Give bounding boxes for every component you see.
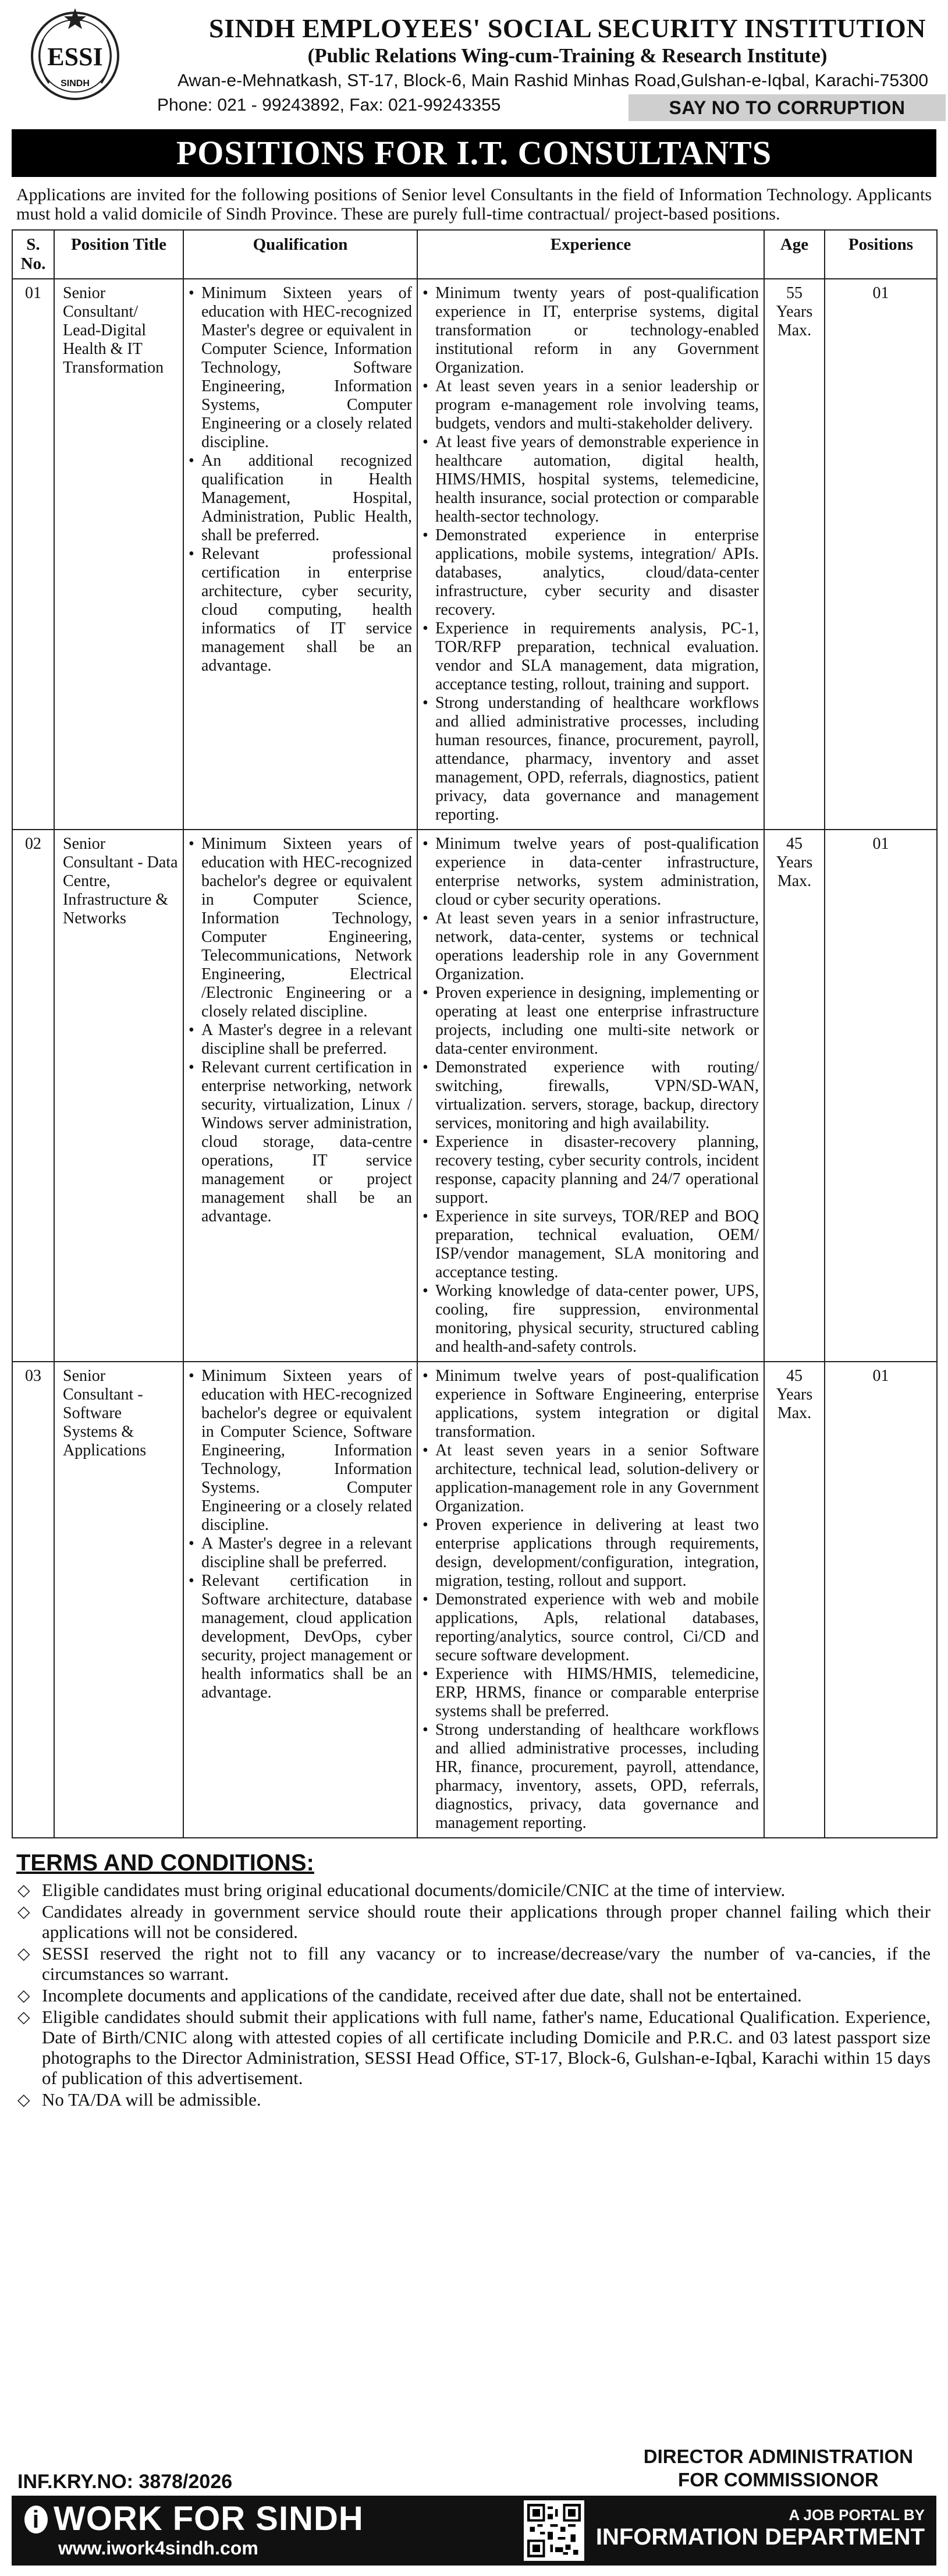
- footer-brand: [24, 2499, 364, 2538]
- row-experience: [417, 279, 764, 830]
- intro-paragraph: Applications are invited for the following positions of Senior level Consultants in the field of Information Technology. Applicants must hold a valid domicile of Sindh Province. These are purely full-time contractual/ project-based positions.: [16, 185, 932, 224]
- list-item: ◇ No TA/DA will be admissible.: [16, 2089, 931, 2110]
- logo-text: ESSI: [47, 42, 103, 71]
- organization-address: Awan-e-Mehnatkash, ST-17, Block-6, Main Rashid Minhas Road,Gulshan-e-Iqbal, Karachi-75300: [177, 71, 929, 90]
- footer-portal: [596, 2506, 925, 2550]
- list-item: • Strong understanding of healthcare workflows and allied administrative processes, including HR, finance, procurement, payroll, attendance, pharmacy, inventory, assets, OPD, referrals, diagnostics, privacy, data governance and management reporting.: [422, 1721, 759, 1833]
- list-item: • Demonstrated experience in enterprise applications, mobile systems, integration/ APIs. databases, analytics, cloud/data-center infrastructure, cyber security and disaster recovery.: [422, 526, 759, 619]
- list-item: • Proven experience in delivering at least two enterprise applications through requirements, design, development/configuration, integration, migration, testing, rollout and support.: [422, 1516, 759, 1590]
- brand-i-icon: i: [24, 2506, 48, 2534]
- organization-subtitle: (Public Relations Wing-cum-Training & Research Institute): [307, 44, 828, 67]
- list-item: • Minimum twenty years of post-qualification experience in IT, enterprise systems, digital transformation or technology-enabled institutional reform in any Government Organization.: [422, 284, 759, 377]
- list-item: • At least seven years in a senior leadership or program e-management role involving teams, budgets, vendors and multi-stakeholder delivery.: [422, 377, 759, 433]
- list-item: • Minimum twelve years of post-qualification experience in Software Engineering, enterprise applications, system integration or digital transformation.: [422, 1367, 759, 1441]
- header-qualification: Qualification: [183, 230, 417, 279]
- list-item: ◇ SESSI reserved the right not to fill any vacancy or to increase/decrease/vary the number of va-cancies, if the circumstances so warrant.: [16, 1943, 931, 1984]
- list-item: ◇ Candidates already in government service should route their applications through proper channel failing which their applications will not be considered.: [16, 1901, 931, 1942]
- row-qualification: [183, 830, 417, 1362]
- list-item: • Experience in disaster-recovery planning, recovery testing, cyber security controls, incident response, capacity planning and 24/7 operational support.: [422, 1133, 759, 1207]
- row-position-title: Senior Consultant - Data Centre, Infrastructure & Networks: [54, 830, 183, 1362]
- portal-line-1: A JOB PORTAL BY: [789, 2506, 925, 2524]
- list-item: • Relevant certification in Software architecture, database management, cloud application development, DevOps, cyber security, project management or health informatics shall be an advantage.: [189, 1572, 412, 1702]
- list-item: • Proven experience in designing, implementing or operating at least one enterprise infrastructure projects, including one multi-site network or data-center environment.: [422, 984, 759, 1058]
- row-positions: 01: [825, 279, 937, 830]
- list-item: • Experience in requirements analysis, PC-1, TOR/RFP preparation, technical evaluation. vendor and SLA management, data migration, acceptance testing, rollout, training and support.: [422, 619, 759, 694]
- list-item: ◇ Eligible candidates must bring original educational documents/domicile/CNIC at the time of interview.: [16, 1880, 931, 1900]
- table-row: [12, 1362, 937, 1838]
- header-experience: Experience: [417, 230, 764, 279]
- qr-code-icon: [524, 2500, 584, 2561]
- footer-brand-text: WORK FOR SINDH: [54, 2500, 364, 2538]
- inf-number: INF.KRY.NO: 3878/2026: [17, 2471, 233, 2493]
- sessi-logo-icon: [26, 5, 125, 104]
- portal-line-2: INFORMATION DEPARTMENT: [595, 2524, 925, 2550]
- list-item: ◇ Eligible candidates should submit their applications with full name, father's name, Educational Qualification. Experience, Date of Birth/CNIC along with attested copies of all certificate including Domicile and P.R.C. and 03 latest passport size photographs to the Director Administration, SESSI Head Office, ST-17, Block-6, Gulshan-e-Iqbal, Karachi within 15 days of publication of this advertisement.: [16, 2007, 931, 2088]
- signature-block: [644, 2445, 913, 2492]
- row-experience: [417, 830, 764, 1362]
- logo-subtext: SINDH: [61, 79, 90, 88]
- terms-list: [16, 1880, 931, 2110]
- row-positions: 01: [825, 830, 937, 1362]
- row-experience: [417, 1362, 764, 1838]
- header-sno: S. No.: [12, 230, 54, 279]
- row-age: 45 Years Max.: [764, 830, 825, 1362]
- slogan-badge: SAY NO TO CORRUPTION: [629, 94, 946, 121]
- list-item: • Minimum twelve years of post-qualification experience in data-center infrastructure, enterprise networks, system administration, cloud or cyber security operations.: [422, 835, 759, 909]
- list-item: • Demonstrated experience with routing/ switching, firewalls, VPN/SD-WAN, virtualization. servers, storage, backup, directory services, monitoring and high availability.: [422, 1058, 759, 1133]
- footer-url[interactable]: www.iwork4sindh.com: [58, 2538, 258, 2559]
- table-header-row: [12, 230, 937, 279]
- organization-phone: Phone: 021 - 99243892, Fax: 021-99243355: [157, 95, 501, 115]
- page-title: POSITIONS FOR I.T. CONSULTANTS: [12, 129, 936, 177]
- terms-heading: TERMS AND CONDITIONS:: [16, 1850, 314, 1876]
- list-item: ◇ Incomplete documents and applications of the candidate, received after due date, shall not be entertained.: [16, 1985, 931, 2005]
- row-position-title: Senior Consultant/ Lead-Digital Health & IT Transformation: [54, 279, 183, 830]
- list-item: • At least five years of demonstrable experience in healthcare automation, digital health, HIMS/HMIS, hospital systems, telemedicine, health insurance, social protection or comparable health-sector technology.: [422, 433, 759, 526]
- positions-table: [12, 229, 938, 1838]
- header: [12, 0, 936, 122]
- row-qualification: [183, 279, 417, 830]
- row-qualification: [183, 1362, 417, 1838]
- list-item: • Minimum Sixteen years of education with HEC-recognized Master's degree or equivalent in Computer Science, Information Technology, Software Engineering, Information Systems, Computer Engineering or a closely related discipline.: [189, 284, 412, 452]
- row-sno: 03: [12, 1362, 54, 1838]
- row-positions: 01: [825, 1362, 937, 1838]
- list-item: • A Master's degree in a relevant discipline shall be preferred.: [189, 1535, 412, 1572]
- row-sno: 01: [12, 279, 54, 830]
- list-item: • Relevant professional certification in enterprise architecture, cyber security, cloud computing, health informatics of IT service management shall be an advantage.: [189, 545, 412, 675]
- list-item: • Experience in site surveys, TOR/REP and BOQ preparation, technical evaluation, OEM/ ISP/vendor management, SLA monitoring and acceptance testing.: [422, 1207, 759, 1282]
- signature-line-1: DIRECTOR ADMINISTRATION: [643, 2446, 913, 2467]
- header-position-title: Position Title: [54, 230, 183, 279]
- footer-banner: [12, 2496, 936, 2566]
- list-item: • A Master's degree in a relevant discipline shall be preferred.: [189, 1021, 412, 1058]
- table-row: [12, 279, 937, 830]
- header-positions: Positions: [825, 230, 937, 279]
- organization-name: SINDH EMPLOYEES' SOCIAL SECURITY INSTITUTION: [209, 13, 926, 43]
- list-item: • Demonstrated experience with web and mobile applications, Apls, relational databases, reporting/analytics, source control, Ci/CD and secure software development.: [422, 1590, 759, 1665]
- list-item: • Experience with HIMS/HMIS, telemedicine, ERP, HRMS, finance or comparable enterprise systems shall be preferred.: [422, 1665, 759, 1721]
- table-row: [12, 830, 937, 1362]
- signature-line-2: FOR COMMISSIONOR: [678, 2469, 879, 2490]
- list-item: • An additional recognized qualification in Health Management, Hospital, Administration, Public Health, shall be preferred.: [189, 452, 412, 545]
- list-item: • Minimum Sixteen years of education with HEC-recognized bachelor's degree or equivalent in Computer Science, Software Engineering, Information Technology, Information Systems. Computer Engineering or a closely related discipline.: [189, 1367, 412, 1535]
- row-age: 45 Years Max.: [764, 1362, 825, 1838]
- row-position-title: Senior Consultant - Software Systems & Applications: [54, 1362, 183, 1838]
- header-age: Age: [764, 230, 825, 279]
- list-item: • Relevant current certification in enterprise networking, network security, virtualization, Linux / Windows server administration, cloud storage, data-centre operations, IT service management or project management shall be an advantage.: [189, 1058, 412, 1226]
- list-item: • At least seven years in a senior infrastructure, network, data-center, systems or technical operations leadership role in any Government Organization.: [422, 909, 759, 984]
- row-age: 55 Years Max.: [764, 279, 825, 830]
- list-item: • Strong understanding of healthcare workflows and allied administrative processes, including human resources, finance, procurement, payroll, attendance, pharmacy, inventory and asset management, OPD, referrals, diagnostics, patient privacy, data governance and management reporting.: [422, 694, 759, 824]
- list-item: • Working knowledge of data-center power, UPS, cooling, fire suppression, environmental monitoring, physical security, structured cabling and health-and-safety controls.: [422, 1282, 759, 1356]
- list-item: • At least seven years in a senior Software architecture, technical lead, solution-delivery or application-management role in any Government Organization.: [422, 1441, 759, 1516]
- row-sno: 02: [12, 830, 54, 1362]
- list-item: • Minimum Sixteen years of education with HEC-recognized bachelor's degree or equivalent in Computer Science, Information Technology, Computer Engineering, Telecommunications, Network Engineering, Electrical /Electronic Engineering or a closely related discipline.: [189, 835, 412, 1021]
